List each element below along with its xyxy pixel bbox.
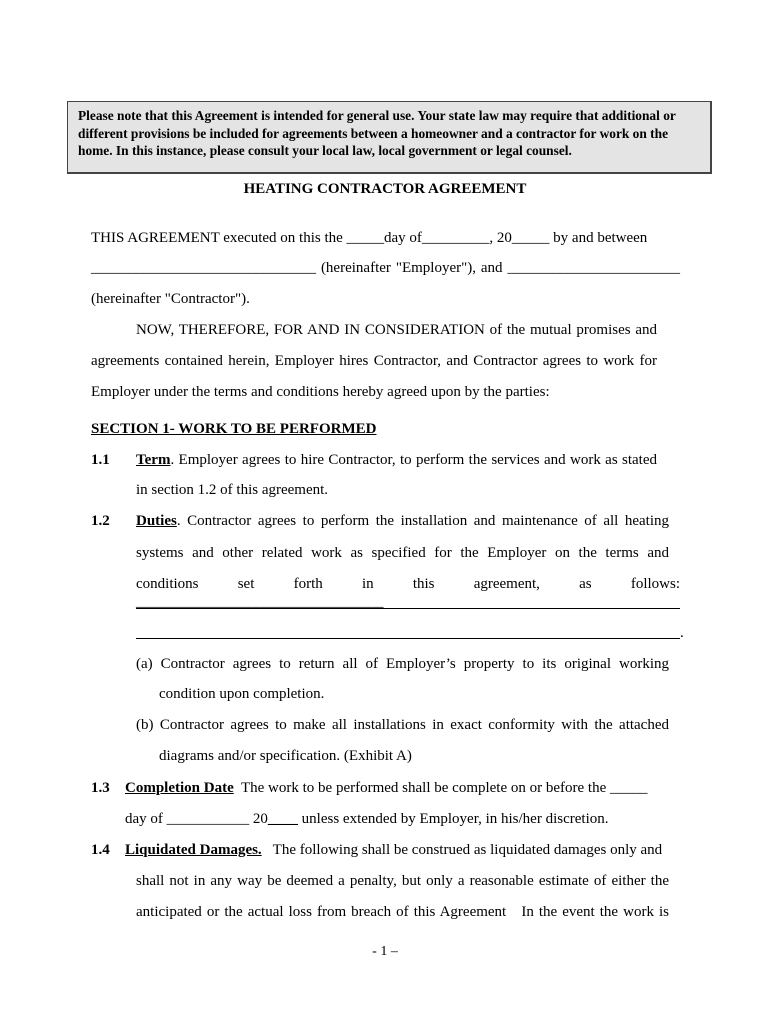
clause-1-4 [125, 841, 662, 859]
clause-title: Term [136, 452, 171, 468]
page-number: - 1 – [372, 944, 398, 959]
clause-1-1 [136, 451, 657, 469]
clause-text: anticipated or the actual loss from breach of this Agreement In the event the work is [136, 904, 669, 920]
intro-line: Employer under the terms and conditions hereby agreed upon by the parties: [91, 384, 550, 400]
clause-number: 1.4 [91, 842, 110, 858]
clause-text: systems and other related work as specified for the Employer on the terms and [136, 545, 669, 561]
intro-line: THIS AGREEMENT executed on this the _____day of_________, 20_____ by and between [91, 230, 648, 246]
clause-1-2 [136, 512, 669, 530]
clause-title: Completion Date [125, 780, 234, 796]
clause-text: The following shall be construed as liquidated damages only and [261, 842, 663, 858]
clause-1-3 [125, 779, 648, 797]
clause-title: Liquidated Damages. [125, 842, 262, 858]
clause-title: Duties [136, 513, 177, 529]
clause-text: . Contractor agrees to perform the installation and maintenance of all heating [176, 513, 669, 529]
subclause-b: (b) Contractor agrees to make all installations in exact conformity with the attached [136, 717, 669, 733]
blank-line [136, 638, 680, 639]
intro-line: NOW, THEREFORE, FOR AND IN CONSIDERATION of the mutual promises and [136, 322, 657, 338]
clause-text: in section 1.2 of this agreement. [136, 482, 329, 498]
intro-line: agreements contained herein, Employer hires Contractor, and Contractor agrees to work for [91, 353, 657, 369]
section-heading: SECTION 1- WORK TO BE PERFORMED [91, 421, 377, 437]
clause-text: shall not in any way be deemed a penalty, but only a reasonable estimate of either the [136, 873, 669, 889]
clause-text-part: day of ___________ 20 [125, 811, 268, 827]
clause-number: 1.1 [91, 452, 110, 468]
subclause-a: condition upon completion. [159, 686, 325, 702]
clause-text: The work to be performed shall be complete on or before the _____ [233, 780, 648, 796]
intro-line: ______________________________ (hereinafter "Employer"), and _______________________ [91, 260, 680, 276]
subclause-b: diagrams and/or specification. (Exhibit A) [159, 748, 412, 764]
clause-text-part: unless extended by Employer, in his/her discretion. [297, 811, 609, 827]
clause-number: 1.3 [91, 780, 110, 796]
clause-text: . Employer agrees to hire Contractor, to perform the services and work as stated [170, 452, 657, 468]
clause-number: 1.2 [91, 513, 110, 529]
general-use-notice: Please note that this Agreement is intended for general use. Your state law may require that additional or different provisions be included for agreements between a homeowner and a contractor for work on the home. In this instance, please consult your local law, local government or legal counsel. [67, 101, 712, 174]
blank-line [136, 608, 680, 609]
subclause-a: (a) Contractor agrees to return all of Employer’s property to its original working [136, 656, 669, 672]
clause-text: conditions set forth in this agreement, as follows: _________________________________ [136, 576, 680, 610]
document-title: HEATING CONTRACTOR AGREEMENT [243, 181, 527, 197]
clause-text [125, 810, 609, 828]
period: . [680, 625, 684, 641]
year-blank: ____ [267, 811, 298, 827]
intro-line: (hereinafter "Contractor"). [91, 291, 250, 307]
